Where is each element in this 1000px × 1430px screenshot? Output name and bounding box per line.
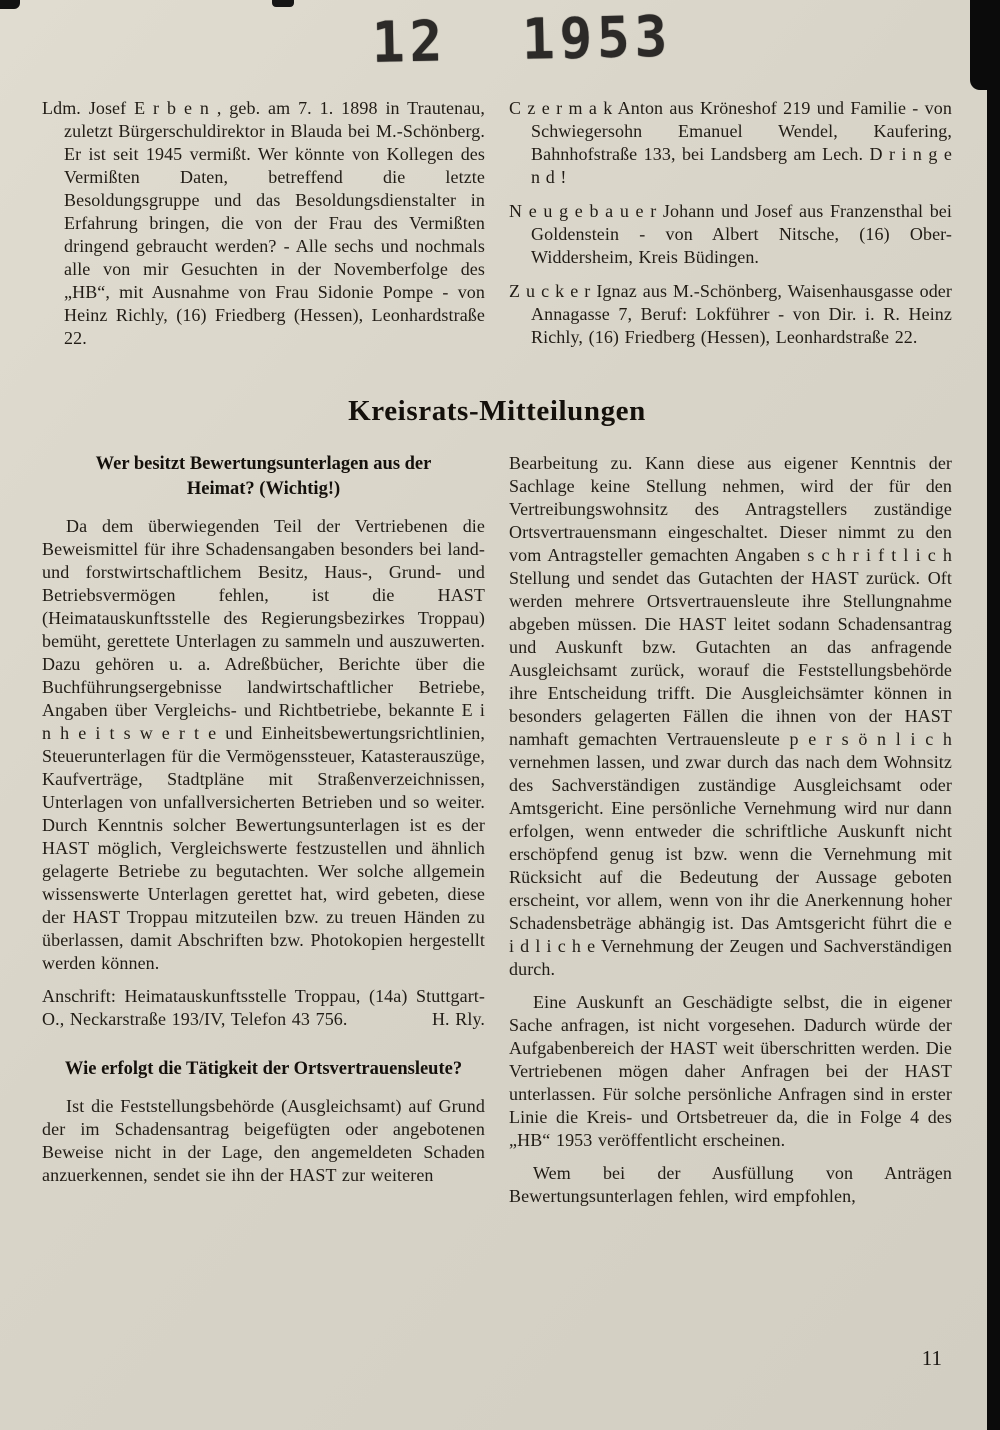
notices-right-column: [509, 97, 952, 361]
article-left-column: [42, 452, 485, 1208]
subheading-bewertungsunterlagen: Wer besitzt Bewertungsunterlagen aus der Heimat? (Wichtig!): [95, 454, 432, 499]
body-paragraph-auskunft: Eine Auskunft an Geschädigte selbst, die in eigener Sache anfragen, ist nicht vorgesehen. Dadurch würde der Aufgabenbereich der HAST weit überschritten werden. Die Vertriebenen mögen daher Anfragen bei der HAST unterlassen. Für solche persönliche Anfragen sind in erster Linie die Kreis- und Ortsbetreuer da, die in Folge 4 des „HB“ 1953 veröffentlicht erscheinen.: [509, 992, 952, 1150]
notice-entry-neugebauer: N e u g e b a u e r Johann und Josef aus Franzensthal bei Goldenstein - von Albert Nitsche, (16) Ober-Widdersheim, Kreis Büdingen.: [509, 201, 952, 267]
address-paragraph: [42, 985, 485, 1031]
body-paragraph-bearbeitung: Bearbeitung zu. Kann diese aus eigener Kenntnis der Sachlage keine Stellung nehmen, wird der für den Vertreibungswohnsitz des Antragstellers zuständige Ortsvertrauensmann eingeschaltet. Dieser nimmt zu den vom Antragsteller gemachten Angaben s c h r i f t l i c h Stellung und sendet das Gutachten der HAST zurück. Oft werden mehrere Ortsvertrauensleute ihre Stellungnahme abgeben müssen. Die HAST leitet sodann Schadensantrag und Auskunft bzw. Gutachten an das anfragende Ausgleichsamt zurück, worauf die Feststellungsbehörde ihre Entscheidung trifft. Die Ausgleichsämter können in besonders gelagerten Fällen die ihnen von der HAST namhaft gemachten Vertrauensleute p e r s ö n l i c h vernehmen lassen, und zwar durch das nach dem Wohnsitz des Sachverständigen zuständige Ausgleichsamt oder Amtsgericht. Eine persönliche Vernehmung wird nur dann erfolgen, wenn entweder die schriftliche Auskunft nicht erschöpfend genug ist bzw. wenn die Vernehmung mit Rücksicht auf die Bedeutung der Aussage geboten erscheint, vor allem, wenn von ihr die Anerkennung hoher Schadensbeträge abhängig ist. Das Amtsgericht führt die e i d l i c h e Vernehmung der Zeugen und Sachverständigen durch.: [509, 453, 952, 979]
body-paragraph-ausfuellung: Wem bei der Ausfüllung von Anträgen Bewertungsunterlagen fehlen, wird empfohlen,: [509, 1163, 952, 1206]
notices-section: [42, 97, 952, 361]
subheading-ortsvertrauensleute: Wie erfolgt die Tätigkeit der Ortsvertrauensleute?: [64, 1059, 463, 1079]
notice-entry-zucker: Z u c k e r Ignaz aus M.-Schönberg, Waisenhausgasse oder Annagasse 7, Beruf: Lokführer - von Dir. i. R. Heinz Richly, (16) Friedberg (Hessen), Leonhardstraße 22.: [509, 281, 952, 347]
article-right-column: [509, 452, 952, 1208]
body-paragraph-hast: Da dem überwiegenden Teil der Vertriebenen die Beweismittel für ihre Schadensangaben besonders bei land- und forstwirtschaftlichem Besitz, Haus-, Grund- und Betriebsvermögen fehlen, ist die HAST (Heimatauskunftsstelle des Regierungsbezirkes Troppau) bemüht, gerettete Unterlagen zu sammeln und auszuwerten. Dazu gehören u. a. Adreßbücher, Berichte über die Buchführungsergebnisse landwirtschaftlicher Betriebe, Angaben über Vergleichs- und Richtbetriebe, bekannte E i n h e i t s w e r t e und Einheitsbewertungsrichtlinien, Steuerunterlagen für die Vermögenssteuer, Katasterauszüge, Kaufverträge, Stadtpläne mit Straßenverzeichnissen, Unterlagen von unfallversicherten Betrieben und so weiter. Durch Kenntnis solcher Bewertungsunterlagen ist es der HAST möglich, Vergleichswerte festzustellen und ähnlich gelagerte Betriebe zu begutachten. Wer solche allgemein wissenswerte Unterlagen gerettet hat, wird gebeten, diese der HAST Troppau mitzuteilen bzw. zu treuen Händen zu überlassen, damit Abschriften bzw. Photokopien hergestellt werden können.: [42, 516, 485, 973]
signature: H. Rly.: [431, 1009, 485, 1029]
section-title: Kreisrats-Mitteilungen: [348, 395, 646, 427]
body-paragraph-feststellung: Ist die Feststellungsbehörde (Ausgleichsamt) auf Grund der im Schadensantrag beigefügten oder angebotenen Beweise nicht in der Lage, den angemeldeten Schaden anzuerkennen, sendet sie ihn der HAST zur weiteren: [42, 1096, 485, 1185]
date-stamp: 12 1953: [371, 3, 673, 76]
page-number: 11: [921, 1346, 942, 1370]
notice-entry-czermak: C z e r m a k Anton aus Kröneshof 219 und Familie - von Schwiegersohn Emanuel Wendel, Kaufering, Bahnhofstraße 133, bei Landsberg am Lech. D r i n g e n d !: [509, 98, 952, 187]
notice-entry-erben: Ldm. Josef E r b e n , geb. am 7. 1. 1898 in Trautenau, zuletzt Bürgerschuldirektor in Blauda bei M.-Schönberg. Er ist seit 1945 vermißt. Wer könnte von Kollegen des Vermißten Daten, betreffend die letzte Besoldungsgruppe und das Besoldungsdienstalter in Erfahrung bringen, die von der Frau des Vermißten dringend gebraucht werden? - Alle sechs und nochmals alle von mir Gesuchten in der Novemberfolge des „HB“, mit Ausnahme von Frau Sidonie Pompe - von Heinz Richly, (16) Friedberg (Hessen), Leonhardstraße 22.: [42, 98, 485, 348]
notices-left-column: [42, 97, 485, 361]
article-columns: [42, 452, 952, 1208]
address-text: Anschrift: Heimatauskunftsstelle Troppau, (14a) Stuttgart-O., Neckarstraße 193/IV, Telefon 43 756.: [42, 986, 485, 1029]
